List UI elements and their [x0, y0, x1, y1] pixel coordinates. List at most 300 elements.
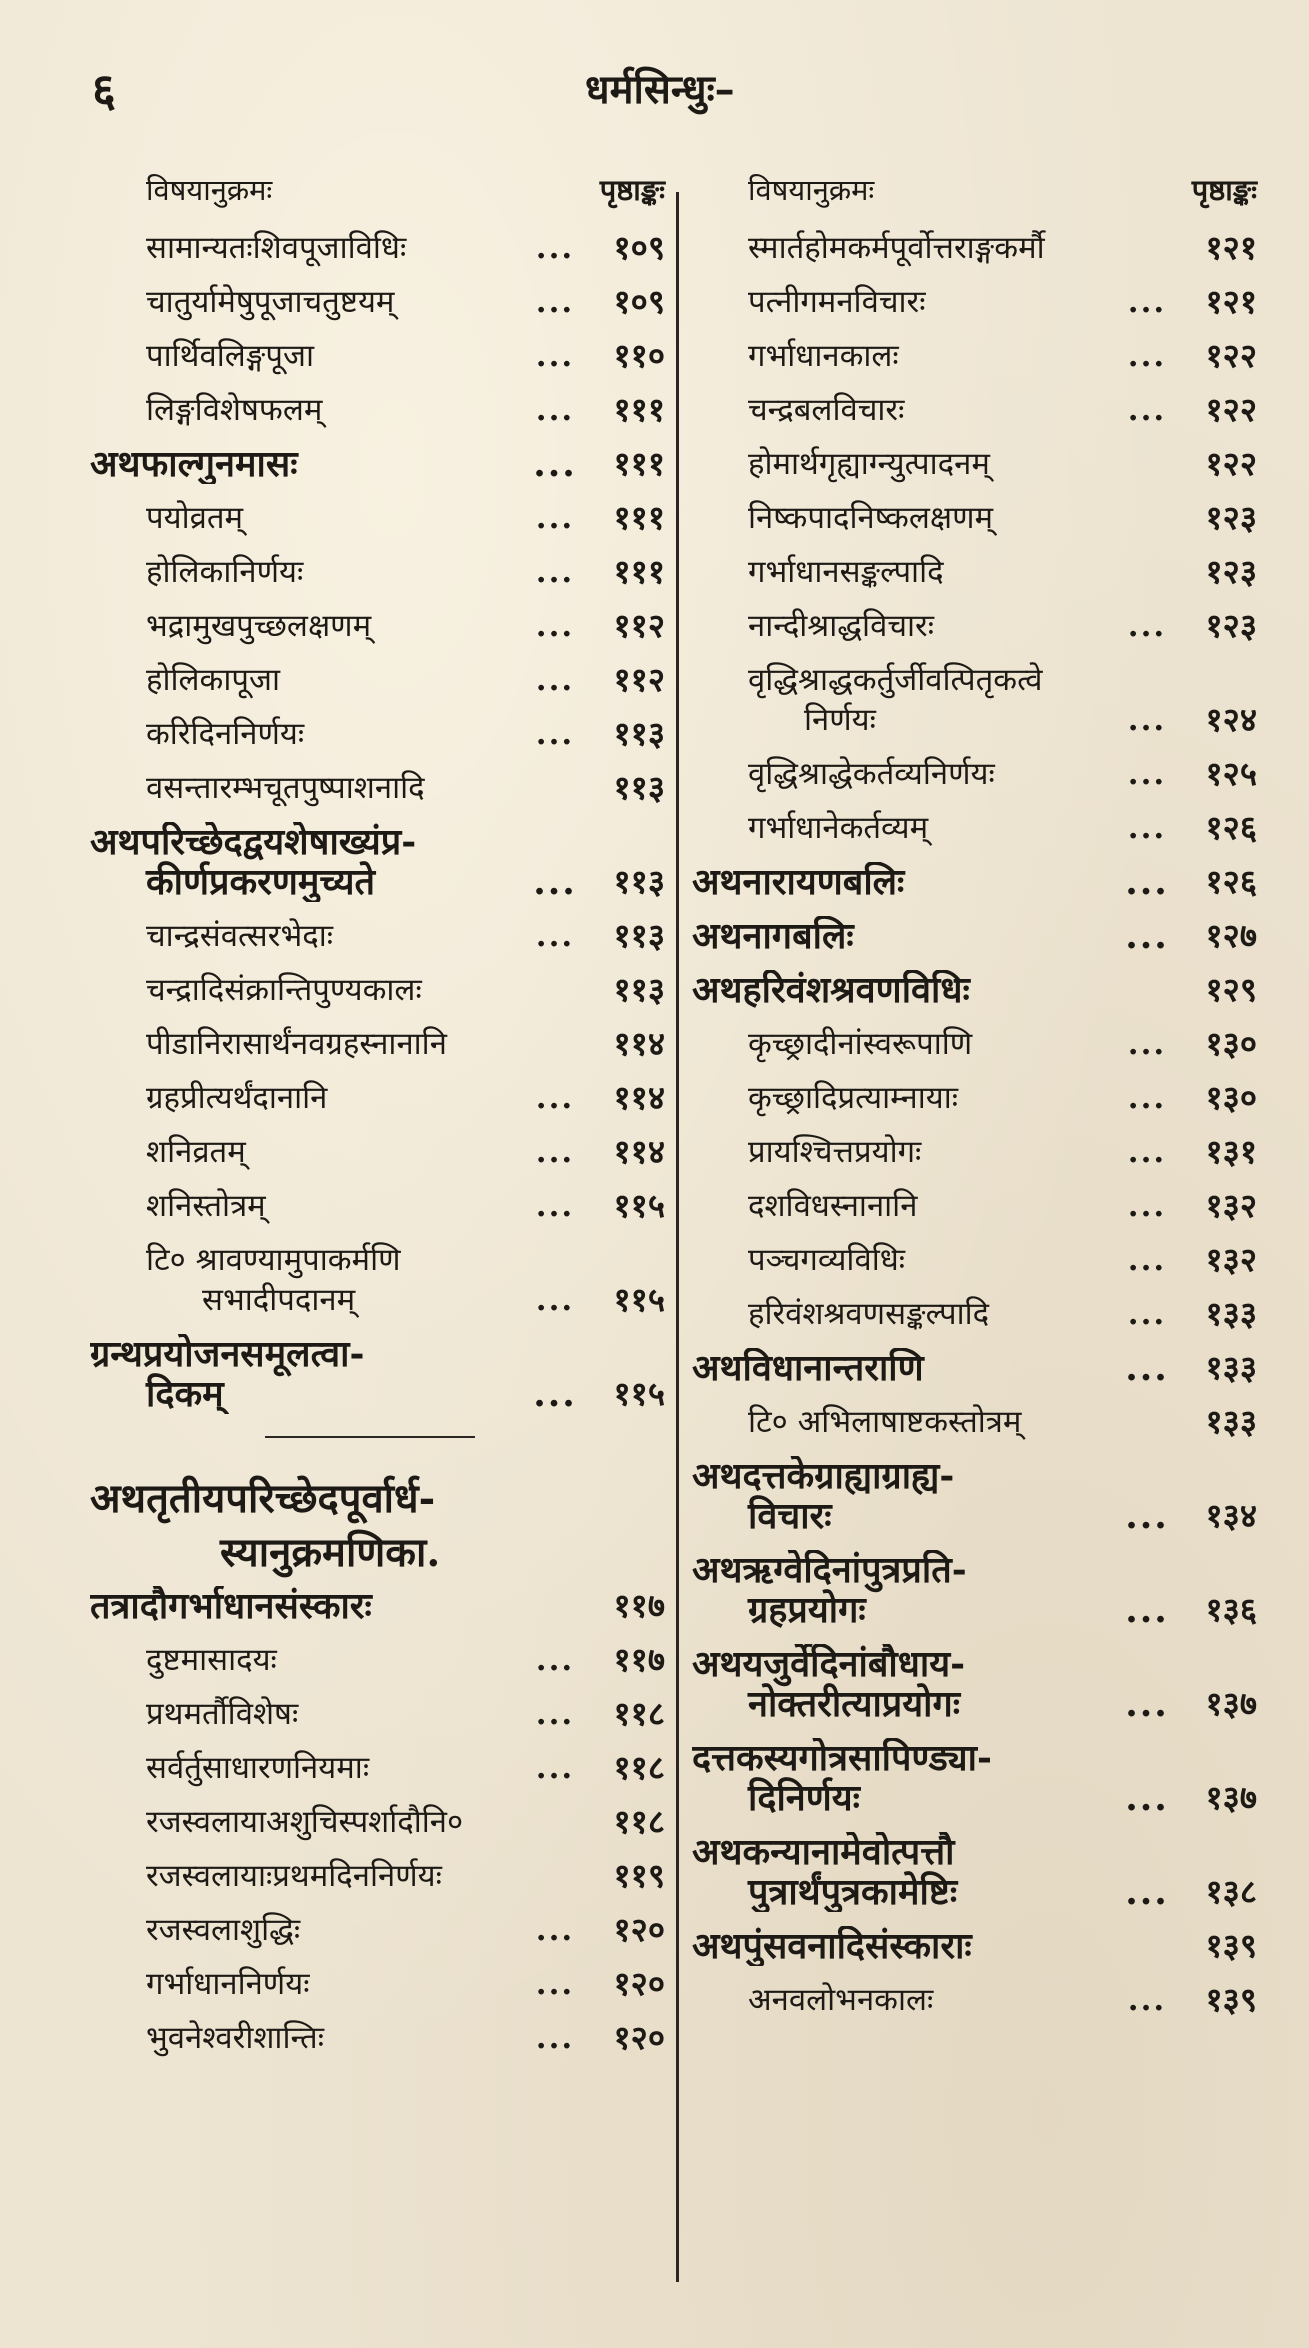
toc-entry-page: १३३	[1205, 1402, 1257, 1441]
toc-entry	[90, 1640, 665, 1680]
toc-entry-title	[692, 862, 1115, 902]
toc-entry-title-line: दुष्टमासादयः	[146, 1642, 277, 1678]
leader-dots: ...	[1125, 1777, 1169, 1819]
toc-entry-title-line: वसन्तारम्भचूतपुष्पाशनादि	[146, 770, 425, 806]
toc-entry-title-line: चातुर्यामेषुपूजाचतुष्टयम्	[146, 284, 395, 320]
toc-entry	[692, 1926, 1257, 1966]
leader-dots: ...	[535, 608, 575, 644]
leader-dots: ...	[535, 338, 575, 374]
toc-entry-page: १२०	[613, 1910, 665, 1949]
toc-entry-title	[90, 1694, 523, 1734]
leader-dots: ...	[1127, 1242, 1167, 1278]
toc-entry	[90, 1748, 665, 1788]
toc-entry	[90, 1910, 665, 1950]
toc-entry-title-line: निष्कपादनिष्कलक्षणम्	[748, 500, 994, 536]
toc-entry-page: १११	[613, 552, 665, 591]
toc-entry	[692, 390, 1257, 430]
leader-dots: ...	[1127, 1026, 1167, 1062]
toc-entry-page: ११५	[613, 1374, 665, 1413]
leader-dots: ...	[535, 1696, 575, 1732]
toc-entry-title	[90, 1078, 523, 1118]
toc-entry-page: ११३	[613, 970, 665, 1009]
toc-entry-title	[90, 1964, 523, 2004]
toc-entry	[692, 606, 1257, 646]
left-entry-list-2	[90, 1586, 665, 2058]
section-rule	[265, 1436, 475, 1438]
toc-entry-page: ११३	[613, 916, 665, 955]
toc-entry-page: १२६	[1205, 808, 1257, 847]
toc-entry	[692, 916, 1257, 956]
toc-entry-title-line: चन्द्रादिसंक्रान्तिपुण्यकालः	[146, 972, 422, 1008]
toc-entry-title-line: पार्थिवलिङ्गपूजा	[146, 338, 315, 374]
leader-dots: ...	[535, 1912, 575, 1948]
toc-entry	[90, 1240, 665, 1320]
section-title	[90, 1472, 665, 1580]
toc-entry-page: ११९	[613, 1856, 665, 1895]
leader-dots: ...	[1127, 756, 1167, 792]
toc-entry-title	[692, 1132, 1115, 1172]
toc-entry-page: ११३	[613, 714, 665, 753]
toc-entry	[692, 282, 1257, 322]
page-number: ६	[92, 63, 116, 117]
toc-entry-title-line: सर्वर्तुसाधारणनियमाः	[146, 1750, 370, 1786]
toc-entry-title	[692, 1186, 1115, 1226]
toc-entry-title	[90, 660, 523, 700]
toc-entry-title-line: भद्रामुखपुच्छलक्षणम्	[146, 608, 372, 644]
leader-dots: ...	[535, 1282, 575, 1318]
toc-entry-title	[692, 282, 1115, 322]
toc-entry	[90, 660, 665, 700]
toc-entry-title	[692, 1832, 1115, 1912]
toc-entry	[692, 1550, 1257, 1630]
toc-entry-title-line: ग्रहप्रीत्यर्थंदानानि	[146, 1080, 328, 1116]
page-header	[0, 58, 1309, 118]
toc-entry-page: ११८	[613, 1694, 665, 1733]
toc-entry-title-line: वृद्धिश्राद्धेकर्तव्यनिर्णयः	[748, 756, 995, 792]
toc-entry-page: ११४	[613, 1078, 665, 1117]
toc-entry	[90, 2018, 665, 2058]
toc-entry-page: १३३	[1205, 1348, 1257, 1387]
toc-entry	[90, 1334, 665, 1414]
leader-dots: ...	[1127, 1188, 1167, 1224]
toc-entry	[90, 1694, 665, 1734]
toc-entry-title	[692, 1980, 1115, 2020]
column-divider	[676, 192, 679, 2282]
toc-entry-page: १३२	[1205, 1240, 1257, 1279]
leader-dots: ...	[535, 662, 575, 698]
toc-entry-title	[90, 1586, 523, 1626]
toc-entry-title-line: रजस्वलाशुद्धिः	[146, 1912, 301, 1948]
leader-dots: ...	[1125, 861, 1169, 903]
toc-entry-page: ११२	[613, 660, 665, 699]
toc-entry-title-line: होमार्थगृह्याग्न्युत्पादनम्	[748, 446, 990, 482]
column-header-label: विषयानुक्रमः	[146, 173, 273, 207]
left-entry-list	[90, 228, 665, 1414]
leader-dots: ...	[535, 392, 575, 428]
toc-entry-title-line: कृच्छ्रादीनांस्वरूपाणि	[748, 1026, 973, 1062]
toc-entry	[692, 1240, 1257, 1280]
toc-entry-page: १३०	[1205, 1024, 1257, 1063]
leader-dots: ...	[535, 1750, 575, 1786]
toc-entry-title-line: चन्द्रबलविचारः	[748, 392, 905, 428]
toc-entry-title	[692, 444, 1115, 484]
right-entry-list	[692, 228, 1257, 2020]
toc-entry-page: १३४	[1205, 1496, 1257, 1535]
toc-entry-title-line: अथपुंसवनादिसंस्काराः	[692, 1926, 972, 1966]
toc-entry-title-line: होलिकापूजा	[146, 662, 281, 698]
column-header-page: पृष्ठाङ्कः	[599, 173, 665, 207]
toc-entry	[692, 754, 1257, 794]
toc-entry-title	[692, 1926, 1115, 1966]
toc-entry-page: १२६	[1205, 862, 1257, 901]
toc-entry	[692, 1348, 1257, 1388]
toc-entry-page: ११०	[613, 336, 665, 375]
toc-entry	[90, 498, 665, 538]
leader-dots: ...	[535, 716, 575, 752]
toc-entry	[90, 1964, 665, 2004]
toc-entry-title-line: अथपरिच्छेदद्वयशेषाख्यंप्र-	[90, 822, 417, 863]
toc-entry-title	[90, 390, 523, 430]
leader-dots: ...	[535, 230, 575, 266]
toc-entry-title	[692, 1456, 1115, 1536]
toc-entry	[90, 336, 665, 376]
toc-entry-title-line: शनिस्तोत्रम्	[146, 1188, 266, 1224]
toc-entry-page: ११३	[613, 768, 665, 807]
toc-entry-page: १२४	[1205, 700, 1257, 739]
toc-entry-page: १०९	[613, 228, 665, 267]
leader-dots: ...	[533, 1373, 577, 1415]
toc-entry-title-continuation: ग्रहप्रयोगः	[748, 1589, 866, 1630]
toc-entry-title	[692, 1078, 1115, 1118]
toc-entry	[90, 970, 665, 1010]
toc-entry-title-continuation: नोक्तरीत्याप्रयोगः	[748, 1683, 961, 1724]
toc-entry-title	[90, 714, 523, 754]
toc-entry	[90, 916, 665, 956]
toc-entry-page: ११८	[613, 1802, 665, 1841]
toc-entry-page: ११७	[613, 1586, 665, 1625]
toc-entry-page: १३३	[1205, 1294, 1257, 1333]
column-header-label: विषयानुक्रमः	[748, 173, 875, 207]
toc-entry-title-line: गर्भाधानसङ्कल्पादि	[748, 554, 944, 590]
toc-entry-page: १२२	[1205, 390, 1257, 429]
toc-entry	[90, 1586, 665, 1626]
toc-entry-title	[90, 916, 523, 956]
toc-entry-title	[90, 1856, 523, 1896]
toc-entry-title-line: अथनारायणबलिः	[692, 862, 905, 902]
toc-entry-title	[90, 282, 523, 322]
toc-entry-title-line: अथहरिवंशश्रवणविधिः	[692, 970, 970, 1010]
toc-entry-page: ११२	[613, 606, 665, 645]
toc-entry-title-line: टि० अभिलाषाष्टकस्तोत्रम्	[748, 1404, 1022, 1440]
toc-entry-title	[692, 916, 1115, 956]
toc-entry-title-line: अथदत्तकेग्राह्याग्राह्य-	[692, 1456, 955, 1497]
toc-entry	[90, 714, 665, 754]
toc-entry-title	[90, 444, 523, 484]
toc-entry-title	[692, 390, 1115, 430]
toc-entry-title-line: ग्रन्थप्रयोजनसमूलत्वा-	[90, 1334, 365, 1375]
toc-entry	[90, 390, 665, 430]
toc-entry-title-line: टि० श्रावण्यामुपाकर्मणि	[146, 1242, 401, 1278]
toc-entry	[692, 1980, 1257, 2020]
toc-entry-title	[692, 808, 1115, 848]
toc-entry-page: १११	[613, 498, 665, 537]
toc-entry	[90, 1856, 665, 1896]
toc-entry	[90, 822, 665, 902]
leader-dots: ...	[533, 443, 577, 485]
toc-entry-page: ११७	[613, 1640, 665, 1679]
toc-entry-title-line: करिदिननिर्णयः	[146, 716, 305, 752]
leader-dots: ...	[1125, 1683, 1169, 1725]
toc-entry	[692, 336, 1257, 376]
toc-entry-title	[692, 754, 1115, 794]
toc-entry-title	[90, 1802, 523, 1842]
left-column	[90, 170, 665, 2072]
toc-entry-page: ११८	[613, 1748, 665, 1787]
leader-dots: ...	[535, 500, 575, 536]
toc-entry-title-line: अनवलोभनकालः	[748, 1982, 934, 2018]
toc-entry-title	[692, 336, 1115, 376]
toc-entry-page: १३०	[1205, 1078, 1257, 1117]
toc-entry-page: १११	[613, 390, 665, 429]
toc-entry	[692, 1024, 1257, 1064]
toc-entry	[692, 1456, 1257, 1536]
leader-dots: ...	[1127, 1134, 1167, 1170]
toc-entry-title-continuation: कीर्णप्रकरणमुच्यते	[146, 861, 376, 902]
toc-entry-title	[90, 336, 523, 376]
toc-entry	[692, 1078, 1257, 1118]
leader-dots: ...	[535, 1134, 575, 1170]
toc-entry	[692, 228, 1257, 268]
column-header-page: पृष्ठाङ्कः	[1191, 173, 1257, 207]
toc-entry-title	[90, 1186, 523, 1226]
toc-entry-title-line: दशविधस्नानानि	[748, 1188, 918, 1224]
toc-entry	[692, 1132, 1257, 1172]
toc-entry-page: १२९	[1205, 970, 1257, 1009]
leader-dots: ...	[533, 861, 577, 903]
toc-entry-title	[692, 1644, 1115, 1724]
toc-entry-title-line: रजस्वलायाअशुचिस्पर्शादौनि०	[146, 1804, 464, 1840]
toc-entry-page: ११३	[613, 862, 665, 901]
toc-entry-page: ११४	[613, 1132, 665, 1171]
toc-entry-title	[90, 1910, 523, 1950]
toc-entry-title-line: अथनागबलिः	[692, 916, 854, 956]
leader-dots: ...	[1125, 915, 1169, 957]
toc-entry	[692, 970, 1257, 1010]
toc-entry-title	[692, 1240, 1115, 1280]
toc-entry-title	[90, 1640, 523, 1680]
toc-entry-title	[692, 1402, 1115, 1442]
toc-entry-title-line: लिङ्गविशेषफलम्	[146, 392, 323, 428]
leader-dots: ...	[1127, 284, 1167, 320]
toc-entry	[90, 1186, 665, 1226]
leader-dots: ...	[1127, 392, 1167, 428]
toc-entry-title-line: पत्नीगमनविचारः	[748, 284, 926, 320]
toc-entry-title	[90, 768, 523, 808]
toc-entry-title	[692, 498, 1115, 538]
toc-entry-title-continuation: पुत्रार्थंपुत्रकामेष्टिः	[748, 1871, 958, 1912]
toc-entry-title	[90, 1240, 523, 1320]
toc-entry-page: १२५	[1205, 754, 1257, 793]
toc-entry-title-line: तत्रादौगर्भाधानसंस्कारः	[90, 1586, 372, 1626]
toc-entry-page: ११५	[613, 1186, 665, 1225]
toc-entry-title-line: अथयजुर्वेदिनांबौधाय-	[692, 1644, 966, 1685]
toc-entry-title-line: होलिकानिर्णयः	[146, 554, 304, 590]
toc-entry-page: १३१	[1205, 1132, 1257, 1171]
toc-entry-title	[692, 1550, 1115, 1630]
toc-entry	[90, 1024, 665, 1064]
toc-entry-title-line: अथविधानान्तराणि	[692, 1348, 924, 1388]
toc-entry-title-line: हरिवंशश्रवणसङ्कल्पादि	[748, 1296, 990, 1332]
toc-entry-page: १३७	[1205, 1778, 1257, 1817]
toc-entry	[90, 1802, 665, 1842]
toc-entry-page: १२१	[1205, 282, 1257, 321]
leader-dots: ...	[535, 918, 575, 954]
toc-entry-page: १२७	[1205, 916, 1257, 955]
toc-entry-page: १२१	[1205, 228, 1257, 267]
toc-entry-title	[90, 552, 523, 592]
toc-entry	[90, 1132, 665, 1172]
toc-entry-title-continuation: विचारः	[748, 1495, 832, 1536]
toc-entry-page: १३९	[1205, 1980, 1257, 2019]
leader-dots: ...	[535, 554, 575, 590]
right-column	[692, 170, 1257, 2034]
toc-entry-page: १३६	[1205, 1590, 1257, 1629]
toc-entry-page: १११	[613, 444, 665, 483]
leader-dots: ...	[1127, 810, 1167, 846]
toc-entry-title	[90, 822, 523, 902]
leader-dots: ...	[535, 1188, 575, 1224]
toc-entry-title	[692, 970, 1115, 1010]
toc-entry	[692, 1402, 1257, 1442]
toc-entry	[692, 660, 1257, 740]
toc-entry-title-line: प्रथमर्तौविशेषः	[146, 1696, 299, 1732]
toc-entry-title-line: अथकन्यानामेवोत्पत्तौ	[692, 1832, 955, 1873]
leader-dots: ...	[1125, 1589, 1169, 1631]
column-header	[692, 170, 1257, 210]
toc-entry-title	[90, 498, 523, 538]
toc-entry-title-line: सामान्यतःशिवपूजाविधिः	[146, 230, 407, 266]
toc-entry	[692, 808, 1257, 848]
toc-entry-title	[90, 606, 523, 646]
leader-dots: ...	[535, 2020, 575, 2056]
toc-entry	[692, 1294, 1257, 1334]
leader-dots: ...	[535, 1642, 575, 1678]
toc-entry-title-line: पीडानिरासार्थंनवग्रहस्नानानि	[146, 1026, 447, 1062]
toc-entry-title-line: अथऋग्वेदिनांपुत्रप्रति-	[692, 1550, 967, 1591]
toc-entry-title	[692, 606, 1115, 646]
toc-entry-page: ११४	[613, 1024, 665, 1063]
toc-entry-page: १२२	[1205, 336, 1257, 375]
toc-entry-title-line: कृच्छ्रादिप्रत्याम्नायाः	[748, 1080, 959, 1116]
toc-entry	[90, 282, 665, 322]
toc-entry-title-line: गर्भाधानकालः	[748, 338, 899, 374]
leader-dots: ...	[1127, 608, 1167, 644]
toc-entry-title	[90, 1024, 523, 1064]
toc-entry-page: १३८	[1205, 1872, 1257, 1911]
toc-entry	[90, 768, 665, 808]
toc-entry-title-line: गर्भाधानेकर्तव्यम्	[748, 810, 929, 846]
toc-entry-title	[692, 660, 1115, 740]
toc-entry-title-continuation: निर्णयः	[804, 702, 876, 738]
toc-entry-title	[90, 970, 523, 1010]
toc-entry-title	[692, 1348, 1115, 1388]
leader-dots: ...	[1127, 702, 1167, 738]
toc-entry-title	[692, 1738, 1115, 1818]
toc-entry-page: १२३	[1205, 552, 1257, 591]
leader-dots: ...	[1127, 338, 1167, 374]
leader-dots: ...	[1125, 1871, 1169, 1913]
toc-entry-page: १३९	[1205, 1926, 1257, 1965]
toc-entry-title-continuation: सभादीपदानम्	[202, 1282, 356, 1318]
toc-entry-title	[90, 228, 523, 268]
toc-entry-title-line: वृद्धिश्राद्धकर्तुर्जीवत्पितृकत्वे	[748, 662, 1043, 698]
toc-entry	[692, 1186, 1257, 1226]
toc-entry	[90, 606, 665, 646]
toc-entry-title-line: स्मार्तहोमकर्मपूर्वोत्तराङ्गकर्मौ	[748, 230, 1045, 266]
toc-entry-title-line: गर्भाधाननिर्णयः	[146, 1966, 310, 2002]
toc-entry-title	[90, 2018, 523, 2058]
toc-entry-title-line: अथफाल्गुनमासः	[90, 444, 298, 484]
toc-entry	[692, 552, 1257, 592]
toc-entry-title	[90, 1132, 523, 1172]
toc-entry-page: १०९	[613, 282, 665, 321]
leader-dots: ...	[1125, 1347, 1169, 1389]
toc-entry-page: १२०	[613, 2018, 665, 2057]
leader-dots: ...	[1125, 1495, 1169, 1537]
leader-dots: ...	[1127, 1080, 1167, 1116]
toc-entry	[692, 1644, 1257, 1724]
leader-dots: ...	[535, 284, 575, 320]
toc-entry	[692, 1738, 1257, 1818]
leader-dots: ...	[1127, 1982, 1167, 2018]
toc-entry-title-line: प्रायश्चित्तप्रयोगः	[748, 1134, 922, 1170]
toc-entry	[692, 862, 1257, 902]
toc-entry-title-line: भुवनेश्वरीशान्तिः	[146, 2020, 324, 2056]
column-header	[90, 170, 665, 210]
leader-dots: ...	[1127, 1296, 1167, 1332]
section-title-line1: अथतृतीयपरिच्छेदपूर्वार्ध-	[90, 1475, 436, 1522]
toc-entry-page: ११५	[613, 1280, 665, 1319]
toc-entry-title	[692, 228, 1115, 268]
toc-entry-page: १३७	[1205, 1684, 1257, 1723]
toc-entry-title	[90, 1748, 523, 1788]
toc-entry-page: १२३	[1205, 498, 1257, 537]
toc-entry	[90, 228, 665, 268]
section-title-line2: स्यानुक्रमणिका.	[220, 1529, 441, 1576]
toc-entry-page: १२३	[1205, 606, 1257, 645]
toc-entry-title	[692, 1294, 1115, 1334]
leader-dots: ...	[535, 1966, 575, 2002]
toc-entry-title-line: पयोव्रतम्	[146, 500, 244, 536]
toc-entry	[692, 444, 1257, 484]
toc-entry	[90, 1078, 665, 1118]
toc-entry-title-line: शनिव्रतम्	[146, 1134, 246, 1170]
toc-entry-title-line: नान्दीश्राद्धविचारः	[748, 608, 934, 644]
toc-entry-page: १३२	[1205, 1186, 1257, 1225]
running-title: धर्मसिन्धुः–	[585, 66, 735, 113]
toc-entry-title-line: दत्तकस्यगोत्रसापिण्ड्या-	[692, 1738, 992, 1779]
toc-entry-title-line: रजस्वलायाःप्रथमदिननिर्णयः	[146, 1858, 442, 1894]
leader-dots: ...	[535, 1080, 575, 1116]
toc-entry	[90, 552, 665, 592]
toc-entry	[692, 1832, 1257, 1912]
toc-entry-title	[692, 552, 1115, 592]
toc-entry-title	[692, 1024, 1115, 1064]
toc-entry-title-continuation: दिकम्	[146, 1373, 224, 1414]
toc-entry	[90, 444, 665, 484]
toc-entry-page: १२२	[1205, 444, 1257, 483]
toc-entry-page: १२०	[613, 1964, 665, 2003]
